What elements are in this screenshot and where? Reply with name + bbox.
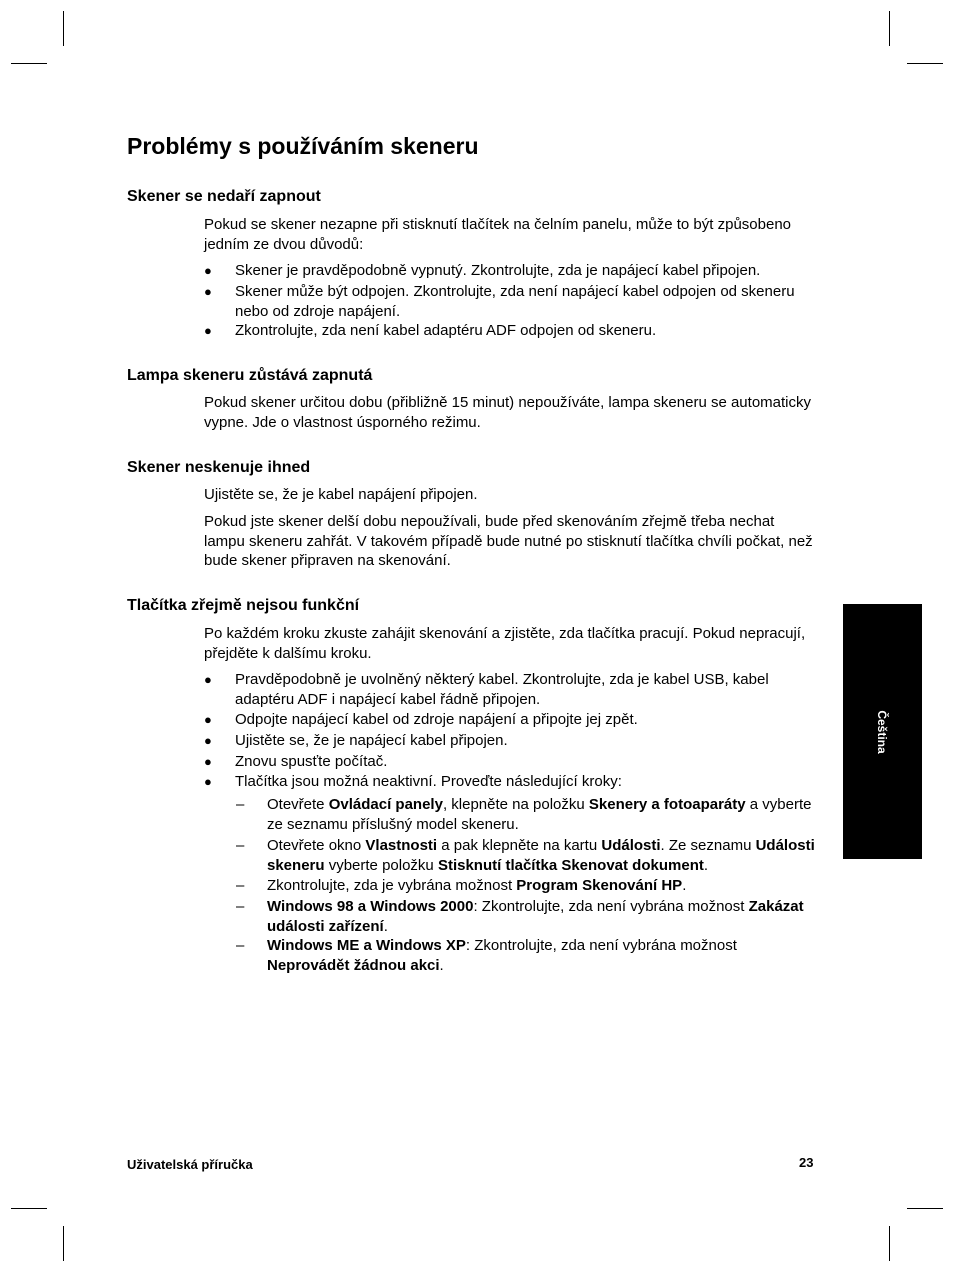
list-item: ● Pravděpodobně je uvolněný některý kabel. Zkontrolujte, zda je kabel USB, kabel adaptéru ADF i napájecí kabel řádně připojen. [204, 671, 769, 708]
dash-icon: – [236, 837, 245, 854]
sub-step: – Windows ME a Windows XP: Zkontrolujte, zda není vybrána možnost Neprovádět žádnou akci. [236, 937, 737, 974]
section-paragraph: Ujistěte se, že je kabel napájení připojen. [204, 486, 478, 503]
language-tab-label: Čeština [875, 710, 889, 754]
sub-step: – Otevřete Ovládací panely, klepněte na položku Skenery a fotoaparáty a vyberte ze seznamu příslušný model skeneru. [236, 796, 812, 833]
list-item: ● Tlačítka jsou možná neaktivní. Proveďte následující kroky: [204, 773, 622, 790]
bullet-icon: ● [204, 284, 212, 299]
dash-icon: – [236, 877, 245, 894]
bullet-icon: ● [204, 712, 212, 727]
bullet-icon: ● [204, 263, 212, 278]
section-paragraph: Pokud jste skener delší dobu nepoužívali, bude před skenováním zřejmě třeba nechat lampu skeneru zahřát. V takovém případě bude nutné po stisknutí tlačítka chvíli počkat, než bude skener připraven na skenování. [204, 513, 813, 569]
page-number: 23 [799, 1155, 814, 1170]
list-item: ● Skener je pravděpodobně vypnutý. Zkontrolujte, zda je napájecí kabel připojen. [204, 262, 761, 279]
bullet-icon: ● [204, 754, 212, 769]
section-heading: Lampa skeneru zůstává zapnutá [127, 367, 373, 384]
list-item: ● Odpojte napájecí kabel od zdroje napájení a připojte jej zpět. [204, 711, 638, 728]
crop-mark [907, 63, 943, 64]
dash-icon: – [236, 898, 245, 915]
bullet-icon: ● [204, 672, 212, 687]
crop-mark [889, 1226, 890, 1261]
crop-mark [889, 11, 890, 46]
section-heading: Skener neskenuje ihned [127, 459, 311, 476]
list-item: ● Ujistěte se, že je napájecí kabel připojen. [204, 732, 508, 749]
sub-step: – Otevřete okno Vlastnosti a pak klepněte na kartu Události. Ze seznamu Události skeneru vyberte položku Stisknutí tlačítka Skenovat dokument. [236, 837, 815, 874]
bullet-icon: ● [204, 323, 212, 338]
footer-title: Uživatelská příručka [127, 1157, 253, 1172]
dash-icon: – [236, 796, 245, 813]
section-heading: Tlačítka zřejmě nejsou funkční [127, 597, 360, 614]
list-item: ● Zkontrolujte, zda není kabel adaptéru ADF odpojen od skeneru. [204, 322, 657, 339]
crop-mark [11, 63, 47, 64]
section-intro: Pokud se skener nezapne při stisknutí tlačítek na čelním panelu, může to být způsobeno jedním ze dvou důvodů: [204, 216, 792, 253]
section-intro: Po každém kroku zkuste zahájit skenování a zjistěte, zda tlačítka pracují. Pokud nepracují, přejděte k dalšímu kroku. [204, 625, 806, 662]
section-intro: Pokud skener určitou dobu (přibližně 15 minut) nepoužíváte, lampa skeneru se automaticky vypne. Jde o vlastnost úsporného režimu. [204, 394, 811, 431]
crop-mark [11, 1208, 47, 1209]
list-item: ● Skener může být odpojen. Zkontrolujte, zda není napájecí kabel odpojen od skeneru nebo od zdroje napájení. [204, 283, 795, 320]
language-tab [843, 604, 922, 859]
crop-mark [907, 1208, 943, 1209]
page-title: Problémy s používáním skeneru [127, 133, 479, 159]
sub-step: – Zkontrolujte, zda je vybrána možnost Program Skenování HP. [236, 877, 687, 894]
section-heading: Skener se nedaří zapnout [127, 188, 321, 205]
dash-icon: – [236, 937, 245, 954]
bullet-icon: ● [204, 733, 212, 748]
list-item: ● Znovu spusťte počítač. [204, 753, 388, 770]
crop-mark [63, 1226, 64, 1261]
crop-mark [63, 11, 64, 46]
sub-step: – Windows 98 a Windows 2000: Zkontrolujte, zda není vybrána možnost Zakázat události zařízení. [236, 898, 804, 935]
bullet-icon: ● [204, 774, 212, 789]
